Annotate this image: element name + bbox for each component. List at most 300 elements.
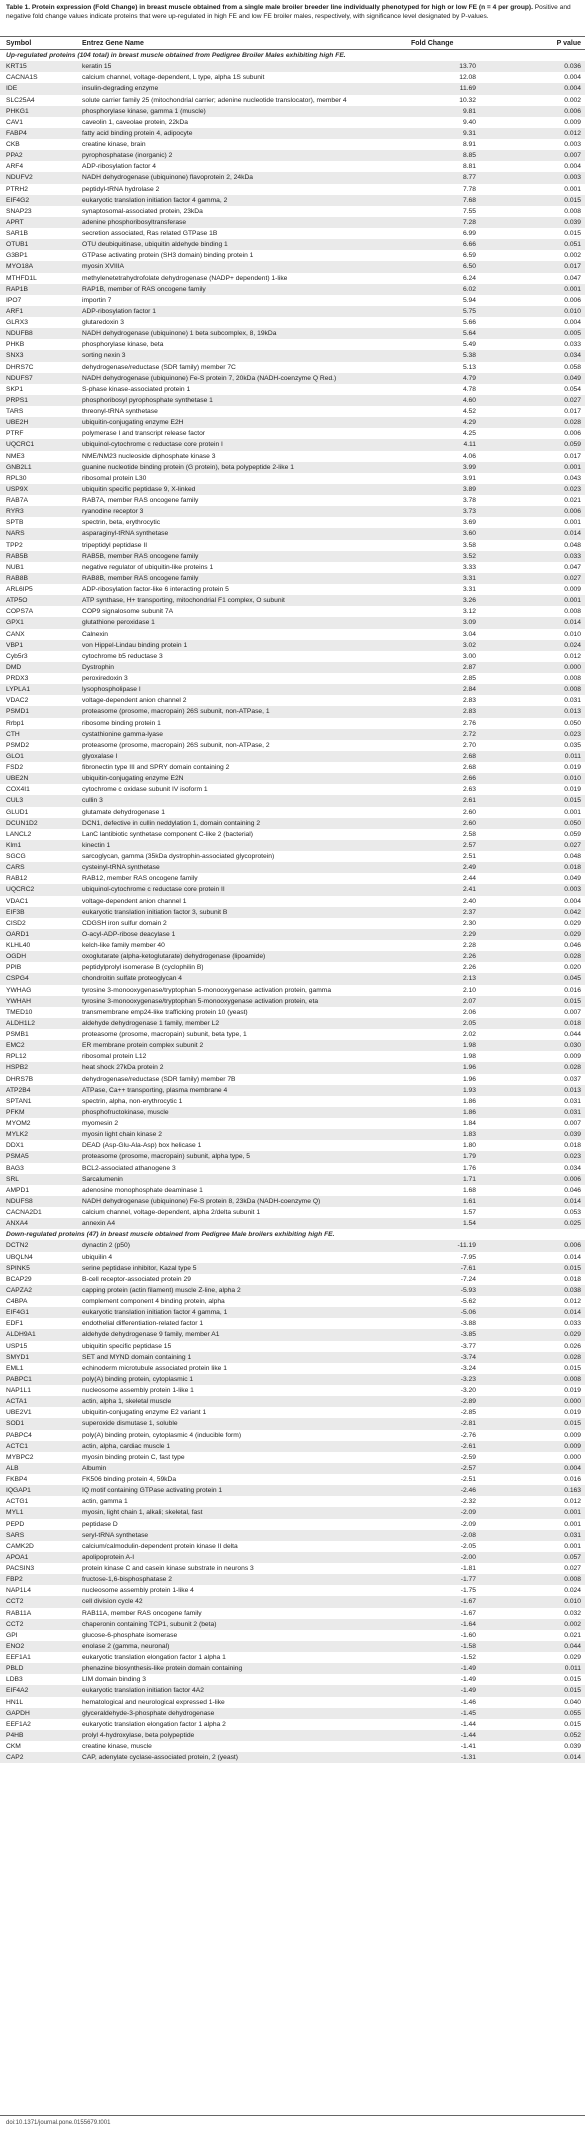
cell-p-value: 0.028 <box>528 1352 585 1363</box>
cell-p-value: 0.015 <box>528 996 585 1007</box>
cell-fold-change: 1.93 <box>408 1085 528 1096</box>
table-row <box>0 1007 585 1018</box>
cell-fold-change: 3.12 <box>462 608 476 616</box>
cell-fold-change: 1.86 <box>462 1097 476 1105</box>
cell-gene-name: myosin light chain kinase 2 <box>76 1129 408 1140</box>
cell-fold-change: -7.61 <box>408 1263 528 1274</box>
cell-gene-name: methylenetetrahydrofolate dehydrogenase (NADP+ dependent) 1-like <box>82 274 288 282</box>
cell-symbol: SNX3 <box>0 350 76 361</box>
table-row <box>0 328 585 339</box>
cell-p-value: 0.004 <box>564 74 581 82</box>
cell-fold-change: 6.99 <box>462 230 476 237</box>
table-row <box>0 1129 585 1140</box>
table-row <box>0 562 585 573</box>
cell-symbol: SLC25A4 <box>6 96 35 104</box>
cell-gene-name: cystathionine gamma-lyase <box>76 729 408 740</box>
cell-gene-name: protein kinase C and casein kinase substrate in neurons 3 <box>82 1565 254 1572</box>
cell-fold-change: 2.84 <box>408 684 528 695</box>
cell-symbol: ACTG1 <box>6 1498 29 1506</box>
table-row <box>0 1541 585 1552</box>
cell-fold-change: -2.05 <box>460 1542 476 1550</box>
cell-p-value: 0.008 <box>528 1574 585 1585</box>
cell-symbol: NARS <box>0 528 76 539</box>
cell-symbol: AMPD1 <box>6 1186 30 1194</box>
doi-footer: doi:10.1371/journal.pone.0155679.t001 <box>6 2120 111 2126</box>
cell-p-value: 0.001 <box>564 1520 581 1528</box>
cell-gene-name: ubiquitin-conjugating enzyme E2 variant 1 <box>82 1409 207 1417</box>
cell-fold-change: -11.19 <box>408 1240 528 1251</box>
cell-fold-change: 4.06 <box>462 452 476 460</box>
table-row <box>0 673 585 684</box>
table-row <box>0 1485 585 1496</box>
table-row <box>0 1107 585 1118</box>
cell-symbol: EDF1 <box>6 1320 24 1328</box>
cell-gene-name: spectrin, alpha, non-erythrocytic 1 <box>82 1097 183 1105</box>
table-row <box>0 184 585 195</box>
cell-fold-change: 2.37 <box>408 907 528 918</box>
cell-fold-change: -7.95 <box>460 1253 476 1261</box>
cell-symbol: COPS7A <box>6 608 34 616</box>
cell-fold-change: 2.87 <box>408 662 528 673</box>
cell-gene-name: caveolin 1, caveolae protein, 22kDa <box>82 118 188 126</box>
cell-symbol: PABPC1 <box>0 1374 76 1385</box>
cell-fold-change: -2.51 <box>460 1476 476 1483</box>
cell-fold-change: 2.10 <box>462 986 476 994</box>
cell-symbol: UBE2V1 <box>6 1409 32 1417</box>
cell-symbol: CARS <box>0 862 76 873</box>
table-row <box>0 384 585 395</box>
cell-fold-change: -1.41 <box>460 1743 476 1750</box>
table-row <box>0 996 585 1007</box>
table-row <box>0 629 585 640</box>
table-row <box>0 1663 585 1674</box>
table-caption-text: Positive and negative fold change values indicate proteins that were up-regulated in high FE and low FE broiler males, respectively, with significance level designated by P-values. <box>6 4 571 20</box>
cell-gene-name: Sarcalumenin <box>76 1174 408 1185</box>
cell-p-value: 0.031 <box>564 697 581 705</box>
cell-gene-name: ADP-ribosylation factor 1 <box>76 306 408 317</box>
cell-fold-change: 2.63 <box>462 786 476 794</box>
cell-fold-change: 3.91 <box>462 474 476 482</box>
cell-gene-name: CAP, adenylate cyclase-associated protein, 2 (yeast) <box>76 1752 408 1763</box>
cell-symbol: USP15 <box>6 1342 28 1350</box>
cell-gene-name: glutaredoxin 3 <box>82 319 125 326</box>
table-row <box>0 1374 585 1385</box>
table-row <box>0 1641 585 1652</box>
cell-p-value: 0.017 <box>528 261 585 272</box>
table-row <box>0 840 585 851</box>
cell-fold-change: -2.09 <box>408 1507 528 1518</box>
cell-gene-name: COP9 signalosome subunit 7A <box>82 608 174 616</box>
cell-p-value: 0.006 <box>528 1174 585 1185</box>
cell-symbol: USP9X <box>0 484 76 495</box>
cell-symbol: CCT2 <box>0 1619 76 1630</box>
cell-p-value: 0.027 <box>564 1565 581 1572</box>
cell-symbol: RAB8B <box>0 573 76 584</box>
cell-symbol: FSD2 <box>6 764 24 771</box>
cell-p-value: 0.019 <box>564 786 581 794</box>
table-row <box>0 250 585 261</box>
cell-symbol: TPP2 <box>6 541 23 549</box>
cell-gene-name: chaperonin containing TCP1, subunit 2 (beta) <box>76 1619 408 1630</box>
cell-p-value: 0.009 <box>564 118 581 126</box>
cell-fold-change: 12.08 <box>459 74 476 82</box>
cell-symbol: RPL12 <box>6 1053 27 1061</box>
cell-p-value: 0.002 <box>528 1619 585 1630</box>
cell-fold-change: -1.75 <box>460 1587 476 1595</box>
table-row <box>0 1418 585 1429</box>
table-row <box>0 1674 585 1685</box>
cell-fold-change: 2.40 <box>462 897 476 905</box>
cell-p-value: 0.025 <box>528 1218 585 1229</box>
cell-symbol: PABPC4 <box>6 1431 32 1439</box>
cell-p-value: 0.001 <box>528 1507 585 1518</box>
table-row <box>0 1708 585 1719</box>
table-row <box>0 1285 585 1296</box>
table-row <box>0 217 585 228</box>
cell-fold-change: 1.84 <box>462 1120 476 1127</box>
cell-gene-name: myosin binding protein C, fast type <box>82 1453 185 1461</box>
cell-symbol: ACTA1 <box>0 1396 76 1407</box>
cell-fold-change: 2.51 <box>462 853 476 860</box>
cell-gene-name: tyrosine 3-monooxygenase/tryptophan 5-monooxygenase activation protein, eta <box>76 996 408 1007</box>
cell-fold-change: 2.05 <box>408 1018 528 1029</box>
cell-gene-name: actin, gamma 1 <box>82 1498 128 1506</box>
cell-p-value: 0.014 <box>564 1253 581 1261</box>
table-row <box>0 1185 585 1196</box>
cell-gene-name: nucleosome assembly protein 1-like 4 <box>82 1587 194 1595</box>
cell-symbol: PEPD <box>6 1520 25 1528</box>
cell-p-value: 0.001 <box>528 284 585 295</box>
cell-symbol: Rrbp1 <box>6 719 25 727</box>
cell-fold-change: 8.91 <box>462 141 476 148</box>
cell-gene-name: ubiquitin specific peptidase 9, X-linked <box>76 484 408 495</box>
cell-p-value: 0.029 <box>528 929 585 940</box>
cell-fold-change: 3.78 <box>462 497 476 504</box>
cell-p-value: 0.046 <box>564 1186 581 1194</box>
cell-symbol: KLHL40 <box>6 942 31 949</box>
cell-symbol: PRPS1 <box>0 395 76 406</box>
cell-symbol: TMED10 <box>6 1008 33 1016</box>
cell-p-value: 0.004 <box>528 1463 585 1474</box>
cell-fold-change: 2.07 <box>408 996 528 1007</box>
table-row <box>0 1318 585 1329</box>
cell-gene-name: proteasome (prosome, macropain) subunit, beta type, 1 <box>82 1031 247 1038</box>
table-row <box>0 72 585 83</box>
cell-p-value: 0.039 <box>564 1743 581 1750</box>
table-row <box>0 751 585 762</box>
cell-symbol: CANX <box>6 630 25 638</box>
cell-fold-change: -1.49 <box>408 1663 528 1674</box>
cell-gene-name: LIM domain binding 3 <box>82 1676 146 1684</box>
cell-gene-name: LanC lantibiotic synthetase component C-like 2 (bacterial) <box>82 830 253 838</box>
cell-gene-name: NADH dehydrogenase (ubiquinone) 1 beta subcomplex, 8, 19kDa <box>76 328 408 339</box>
cell-gene-name: calcium/calmodulin-dependent protein kinase II delta <box>82 1542 238 1550</box>
cell-gene-name: voltage-dependent anion channel 1 <box>82 897 187 905</box>
table-row <box>0 506 585 517</box>
table-row <box>0 1563 585 1574</box>
table-row <box>0 261 585 272</box>
cell-gene-name: NADH dehydrogenase (ubiquinone) flavoprotein 2, 24kDa <box>76 172 408 183</box>
cell-fold-change: -5.06 <box>408 1307 528 1318</box>
cell-symbol: DCTN2 <box>0 1240 76 1251</box>
table-row <box>0 106 585 117</box>
cell-p-value: 0.001 <box>564 185 581 193</box>
cell-p-value: 0.018 <box>528 862 585 873</box>
table-row <box>0 762 585 773</box>
cell-symbol: VDAC2 <box>6 697 29 705</box>
cell-p-value: 0.023 <box>528 1151 585 1162</box>
cell-gene-name: proteasome (prosome, macropain) 26S subunit, non-ATPase, 2 <box>82 741 270 749</box>
cell-fold-change: -3.77 <box>460 1342 476 1350</box>
table-row <box>0 1307 585 1318</box>
cell-p-value: 0.019 <box>564 764 581 771</box>
cell-symbol: NDUFS8 <box>0 1196 76 1207</box>
table-row <box>0 350 585 361</box>
cell-fold-change: -1.46 <box>460 1698 476 1706</box>
cell-p-value: 0.051 <box>528 239 585 250</box>
cell-fold-change: 7.78 <box>462 185 476 193</box>
cell-symbol: EIF3B <box>0 907 76 918</box>
table-row <box>0 896 585 907</box>
cell-symbol: MYOM2 <box>6 1120 31 1127</box>
cell-gene-name: myosin, light chain 1, alkali; skeletal, fast <box>76 1507 408 1518</box>
cell-symbol: GPI <box>6 1631 18 1639</box>
cell-p-value: 0.004 <box>528 83 585 94</box>
cell-gene-name: cysteinyl-tRNA synthetase <box>76 862 408 873</box>
cell-p-value: 0.023 <box>528 484 585 495</box>
cell-gene-name: threonyl-tRNA synthetase <box>82 408 158 415</box>
table-row <box>0 1530 585 1541</box>
cell-gene-name: cullin 3 <box>76 795 408 806</box>
cell-fold-change: -2.61 <box>408 1441 528 1452</box>
cell-gene-name: eukaryotic translation initiation factor 4 gamma, 1 <box>76 1307 408 1318</box>
table-row <box>0 807 585 818</box>
cell-symbol: NDUFV2 <box>0 172 76 183</box>
cell-fold-change: -2.59 <box>460 1453 476 1461</box>
cell-fold-change: 1.79 <box>408 1151 528 1162</box>
table-row <box>0 773 585 784</box>
cell-symbol: C4BPA <box>6 1298 28 1305</box>
table-row <box>0 918 585 929</box>
cell-symbol: PACSIN3 <box>6 1565 35 1572</box>
cell-symbol: PTRH2 <box>6 185 28 193</box>
cell-fold-change: -2.57 <box>408 1463 528 1474</box>
cell-symbol: OGDH <box>0 951 76 962</box>
cell-p-value: 0.055 <box>528 1708 585 1719</box>
cell-fold-change: 4.79 <box>408 373 528 384</box>
cell-gene-name: fructose-1,6-bisphosphatase 2 <box>76 1574 408 1585</box>
cell-gene-name: B-cell receptor-associated protein 29 <box>82 1275 191 1283</box>
cell-symbol: CAPZA2 <box>0 1285 76 1296</box>
cell-fold-change: 3.52 <box>408 551 528 562</box>
cell-fold-change: 2.28 <box>462 942 476 949</box>
cell-fold-change: -2.32 <box>460 1498 476 1506</box>
cell-gene-name: fibronectin type III and SPRY domain containing 2 <box>82 764 230 771</box>
table-row <box>0 439 585 450</box>
cell-gene-name: aldehyde dehydrogenase 9 family, member A1 <box>76 1329 408 1340</box>
cell-symbol: UQCRC1 <box>0 439 76 450</box>
cell-fold-change: 3.26 <box>408 595 528 606</box>
cell-symbol: ANXA4 <box>0 1218 76 1229</box>
cell-p-value: 0.027 <box>528 395 585 406</box>
table-row <box>0 362 585 373</box>
cell-fold-change: -3.24 <box>460 1364 476 1372</box>
cell-symbol: CISD2 <box>6 919 26 927</box>
cell-gene-name: actin, alpha, cardiac muscle 1 <box>76 1441 408 1452</box>
cell-p-value: 0.058 <box>564 363 581 371</box>
cell-gene-name: phosphorylase kinase, beta <box>82 341 164 349</box>
table-row <box>0 239 585 250</box>
table-row <box>0 1218 585 1229</box>
table-row <box>0 1040 585 1051</box>
cell-p-value: 0.011 <box>528 1663 585 1674</box>
table-row <box>0 195 585 206</box>
cell-p-value: 0.059 <box>564 830 581 838</box>
cell-p-value: 0.048 <box>564 853 581 860</box>
cell-p-value: 0.017 <box>564 452 581 460</box>
cell-p-value: 0.031 <box>564 1097 581 1105</box>
cell-fold-change: 3.31 <box>408 573 528 584</box>
cell-p-value: 0.003 <box>564 141 581 148</box>
cell-p-value: 0.054 <box>564 385 581 393</box>
cell-symbol: DMD <box>0 662 76 673</box>
table-row <box>0 640 585 651</box>
cell-fold-change: -1.44 <box>408 1730 528 1741</box>
cell-gene-name: myosin XVIIIA <box>76 261 408 272</box>
section-title: Down-regulated proteins (47) in breast muscle obtained from Pedigree Male broilers exhibiting high FE. <box>6 1231 335 1239</box>
cell-fold-change: -1.58 <box>408 1641 528 1652</box>
column-header-fold-change: Fold Change <box>408 37 528 50</box>
table-row <box>0 706 585 717</box>
cell-gene-name: voltage-dependent anion channel 2 <box>82 697 187 705</box>
cell-p-value: 0.014 <box>528 1752 585 1763</box>
table-row <box>0 1163 585 1174</box>
table-row <box>0 1196 585 1207</box>
cell-fold-change: -5.93 <box>408 1285 528 1296</box>
cell-fold-change: 6.02 <box>408 284 528 295</box>
cell-symbol: KRT15 <box>0 61 76 72</box>
cell-symbol: IQGAP1 <box>0 1485 76 1496</box>
table-row <box>0 317 585 328</box>
table-row <box>0 406 585 417</box>
cell-p-value: 0.014 <box>528 617 585 628</box>
cell-fold-change: 2.02 <box>462 1031 476 1038</box>
cell-fold-change: 3.09 <box>408 617 528 628</box>
cell-fold-change: 2.61 <box>408 795 528 806</box>
cell-symbol: YWHAG <box>6 986 32 994</box>
table-row <box>0 718 585 729</box>
cell-symbol: FKBP4 <box>6 1476 28 1483</box>
table-row <box>0 606 585 617</box>
cell-symbol: UQCRC2 <box>0 884 76 895</box>
cell-symbol: PRDX3 <box>6 675 29 682</box>
table-row <box>0 929 585 940</box>
cell-fold-change: -3.20 <box>460 1387 476 1394</box>
cell-fold-change: 7.28 <box>408 217 528 228</box>
cell-p-value: 0.008 <box>564 608 581 616</box>
section-header-row <box>0 1229 585 1240</box>
cell-gene-name: proteasome (prosome, macropain) subunit, alpha type, 5 <box>76 1151 408 1162</box>
cell-p-value: 0.008 <box>528 684 585 695</box>
cell-p-value: 0.029 <box>528 1329 585 1340</box>
table-row <box>0 1441 585 1452</box>
cell-fold-change: 3.60 <box>408 528 528 539</box>
cell-gene-name: S-phase kinase-associated protein 1 <box>82 385 191 393</box>
cell-gene-name: ATPase, Ca++ transporting, plasma membrane 4 <box>76 1085 408 1096</box>
cell-p-value: 0.012 <box>564 1298 581 1305</box>
cell-p-value: 0.033 <box>564 1320 581 1328</box>
table-row <box>0 1296 585 1307</box>
cell-gene-name: ubiquitin-conjugating enzyme E2N <box>76 773 408 784</box>
cell-symbol: RAB5B <box>0 551 76 562</box>
cell-gene-name: transmembrane emp24-like trafficking protein 10 (yeast) <box>82 1008 248 1016</box>
table-row <box>0 1207 585 1218</box>
cell-p-value: 0.000 <box>564 1453 581 1461</box>
cell-p-value: 0.024 <box>564 1587 581 1595</box>
cell-fold-change: 8.77 <box>408 172 528 183</box>
cell-gene-name: ryanodine receptor 3 <box>76 506 408 517</box>
table-row <box>0 83 585 94</box>
cell-p-value: 0.018 <box>564 1142 581 1150</box>
cell-fold-change: 13.70 <box>408 61 528 72</box>
cell-p-value: 0.023 <box>528 729 585 740</box>
table-row <box>0 1329 585 1340</box>
cell-fold-change: -1.67 <box>460 1609 476 1617</box>
cell-gene-name: sarcoglycan, gamma (35kDa dystrophin-associated glycoprotein) <box>82 853 275 860</box>
cell-p-value: 0.007 <box>564 1008 581 1016</box>
cell-p-value: 0.004 <box>564 163 581 171</box>
cell-p-value: 0.049 <box>528 373 585 384</box>
cell-gene-name: eukaryotic translation initiation factor 4 gamma, 2 <box>76 195 408 206</box>
cell-symbol: SPTB <box>6 519 24 527</box>
cell-p-value: 0.029 <box>564 919 581 927</box>
cell-p-value: 0.035 <box>564 741 581 749</box>
cell-symbol: ACTC1 <box>0 1441 76 1452</box>
cell-fold-change: 3.31 <box>462 586 476 593</box>
cell-gene-name: complement component 4 binding protein, alpha <box>82 1298 225 1305</box>
cell-symbol: NDUFB8 <box>0 328 76 339</box>
table-row <box>0 1407 585 1418</box>
cell-gene-name: phenazine biosynthesis-like protein domain containing <box>76 1663 408 1674</box>
table-caption <box>0 0 585 36</box>
cell-fold-change: 1.98 <box>408 1040 528 1051</box>
cell-gene-name: keratin 15 <box>76 61 408 72</box>
cell-symbol: PSMD1 <box>0 706 76 717</box>
cell-p-value: 0.006 <box>564 430 581 438</box>
cell-gene-name: adenine phosphoribosyltransferase <box>76 217 408 228</box>
cell-fold-change: 2.30 <box>462 919 476 927</box>
cell-fold-change: -3.85 <box>408 1329 528 1340</box>
cell-symbol: YWHAH <box>0 996 76 1007</box>
cell-symbol: GPX1 <box>0 617 76 628</box>
cell-symbol: BAG3 <box>6 1164 24 1172</box>
cell-p-value: 0.015 <box>564 1720 581 1728</box>
table-row <box>0 1029 585 1040</box>
cell-p-value: 0.009 <box>564 1431 581 1439</box>
cell-fold-change: 4.29 <box>408 417 528 428</box>
table-row <box>0 117 585 128</box>
cell-fold-change: 2.41 <box>408 884 528 895</box>
cell-symbol: SAR1B <box>6 230 28 237</box>
table-row <box>0 1051 585 1062</box>
cell-p-value: 0.053 <box>564 1209 581 1216</box>
cell-gene-name: ADP-ribosylation factor-like 6 interacting protein 5 <box>82 586 229 593</box>
cell-fold-change: 2.72 <box>408 729 528 740</box>
cell-p-value: 0.016 <box>564 986 581 994</box>
cell-fold-change: -2.00 <box>408 1552 528 1563</box>
cell-gene-name: NADH dehydrogenase (ubiquinone) Fe-S protein 7, 20kDa (NADH-coenzyme Q Red.) <box>76 373 408 384</box>
cell-fold-change: 2.76 <box>462 719 476 727</box>
